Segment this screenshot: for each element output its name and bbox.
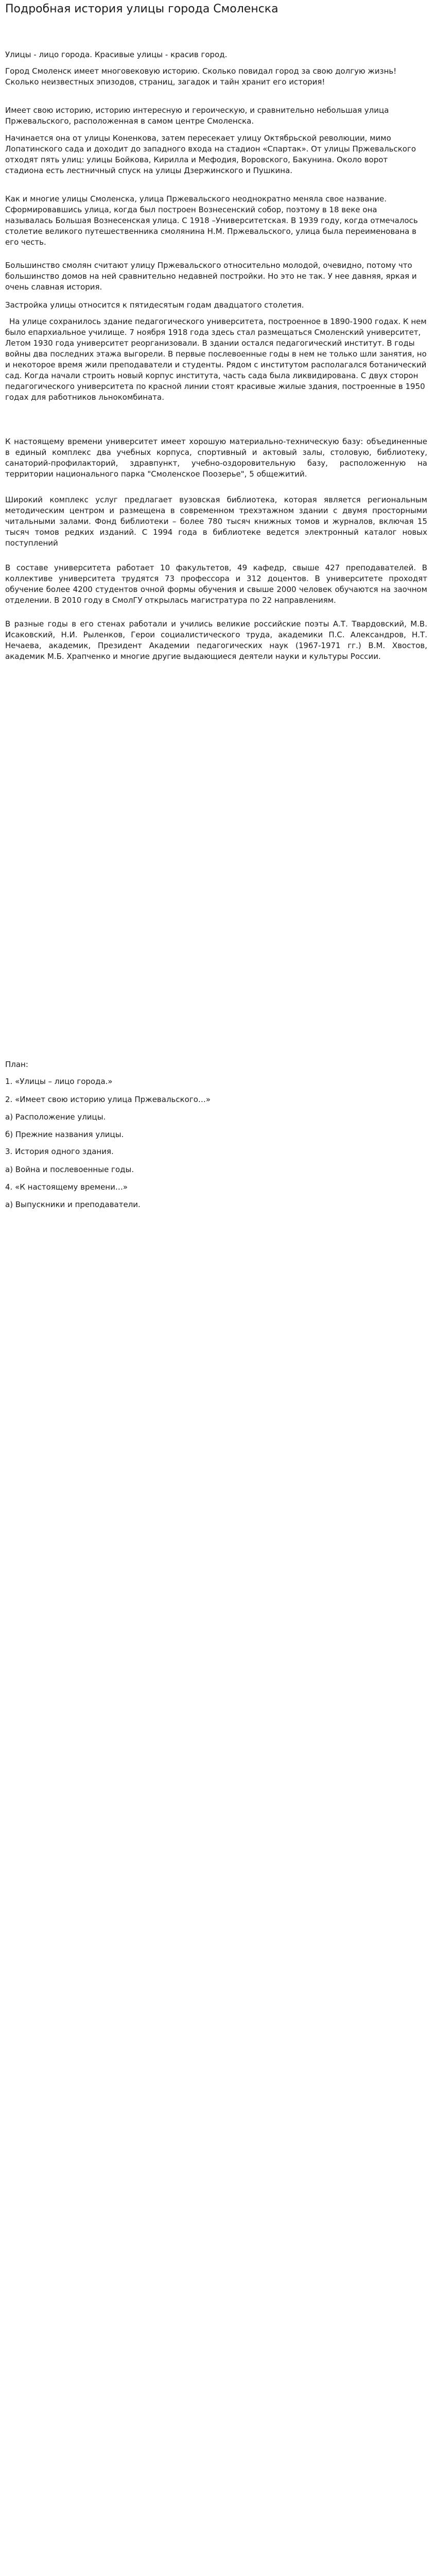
plan-item: 2. «Имеет свою историю улица Пржевальского…» bbox=[5, 1095, 211, 1104]
plan-item: а) Выпускники и преподаватели. bbox=[5, 1200, 141, 1209]
paragraph-alumni: В разные годы в его стенах работали и учились великие российские поэты А.Т. Твардовский, М.В. Исаковский, Н.И. Рыленков, Герои социалистического труда, академики П.С. Александров, Н.Т. Нечаева, академик, Президент Академии педагогических наук (1967-1971 гг.) В.М. Хвостов, академик М.Б. Храпченко и многие другие выдающиеся деятели науки и культуры России. bbox=[5, 619, 427, 661]
plan-item: а) Война и послевоенные годы. bbox=[5, 1165, 134, 1174]
plan-item: 3. История одного здания. bbox=[5, 1147, 114, 1156]
paragraph-history: Город Смоленск имеет многовековую историю. Сколько повидал город за свою долгую жизнь! Сколько неизвестных эпизодов, страниц, загадок и тайн хранит его история! bbox=[5, 66, 397, 87]
paragraph-university-building: На улице сохранилось здание педагогического университета, построенное в 1890-1900 годах. К нем было епархиальное училище. 7 ноября 1918 года здесь стал размещаться Смоленский университет, Летом 1930 года университет реорганизовали. В здании остался педагогический институт. В годы войны два последних этажа выгорели. В первые послевоенные годы в нем не только шли занятия, но и некоторое время жили преподаватели и студенты. Рядом с институтом располагался ботанический сад. Когда начали строить новый корпус института, часть сада была ликвидирована. С двух сторон педагогического университета по красной линии стоят красивые жилые здания, построенные в 1950 годах для работников льнокомбината. bbox=[5, 317, 427, 402]
plan-item: б) Прежние названия улицы. bbox=[5, 1130, 124, 1139]
paragraph-intro: Улицы - лицо города. Красивые улицы - красив город. bbox=[5, 50, 228, 59]
paragraph-construction: Застройка улицы относится к пятидесятым годам двадцатого столетия. bbox=[5, 300, 304, 310]
paragraph-university-base: К настоящему времени университет имеет хорошую материально-техническую базу: объединенные в единый комплекс два учебных корпуса, спортивный и актовый залы, столовую, библиотеку, санаторий-профилакторий, здравпункт, учебно-оздоровительную базу, расположенную на территории национального парка "Смоленское Поозерье", 5 общежитий. bbox=[5, 437, 427, 479]
paragraph-age: Большинство смолян считают улицу Пржевальского относительно молодой, очевидно, потому что большинство домов на ней сравнительно недавней постройки. Но это не так. У нее давняя, яркая и очень славная история. bbox=[5, 261, 417, 292]
plan-item: 4. «К настоящему времени…» bbox=[5, 1182, 128, 1192]
document-title: Подробная история улицы города Смоленска bbox=[5, 3, 278, 15]
plan-item: а) Расположение улицы. bbox=[5, 1112, 106, 1122]
paragraph-library: Широкий комплекс услуг предлагает вузовская библиотека, которая является региональным методическим центром и размещена в современном трехэтажном здании с двумя просторными читальными залами. Фонд библиотеки – более 780 тысяч книжных томов и журналов, включая 15 тысяч томов редких изданий. С 1994 года в библиотеке ведется электронный каталог новых поступлений bbox=[5, 495, 427, 548]
plan-item: 1. «Улицы – лицо города.» bbox=[5, 1077, 113, 1086]
paragraph-faculties: В составе университета работает 10 факультетов, 49 кафедр, свыше 427 преподавателей. В коллективе университета трудятся 73 профессора и 312 доцентов. В университете проходят обучение более 4200 студентов очной формы обучения и свыше 2000 человек обучаются на заочном отделении. В 2010 году в СмолГУ открылась магистратура по 22 направлениям. bbox=[5, 563, 427, 605]
paragraph-street: Имеет свою историю, историю интересную и героическую, и сравнительно небольшая улица Пржевальского, расположенная в самом центре Смоленска. bbox=[5, 106, 389, 126]
paragraph-location: Начинается она от улицы Коненкова, затем пересекает улицу Октябрьской революции, мимо Лопатинского сада и доходит до западного входа на стадион «Спартак». От улицы Пржевальского отходят пять улиц: улицы Бойкова, Кирилла и Мефодия, Воровского, Бакунина. Около ворот стадиона есть лестничный спуск на улицы Дзержинского и Пушкина. bbox=[5, 133, 416, 175]
plan-heading: План: bbox=[5, 1060, 28, 1069]
paragraph-names: Как и многие улицы Смоленска, улица Пржевальского неоднократно меняла свое название. Сформировавшись улица, когда был построен Вознесенский собор, поэтому в 18 веке она называлась Большая Вознесенская улица. С 1918 –Университетская. В 1939 году, когда отмечалось столетие великого путешественника смолянина Н.М. Пржевальского, улица была переименована в его честь. bbox=[5, 194, 418, 247]
